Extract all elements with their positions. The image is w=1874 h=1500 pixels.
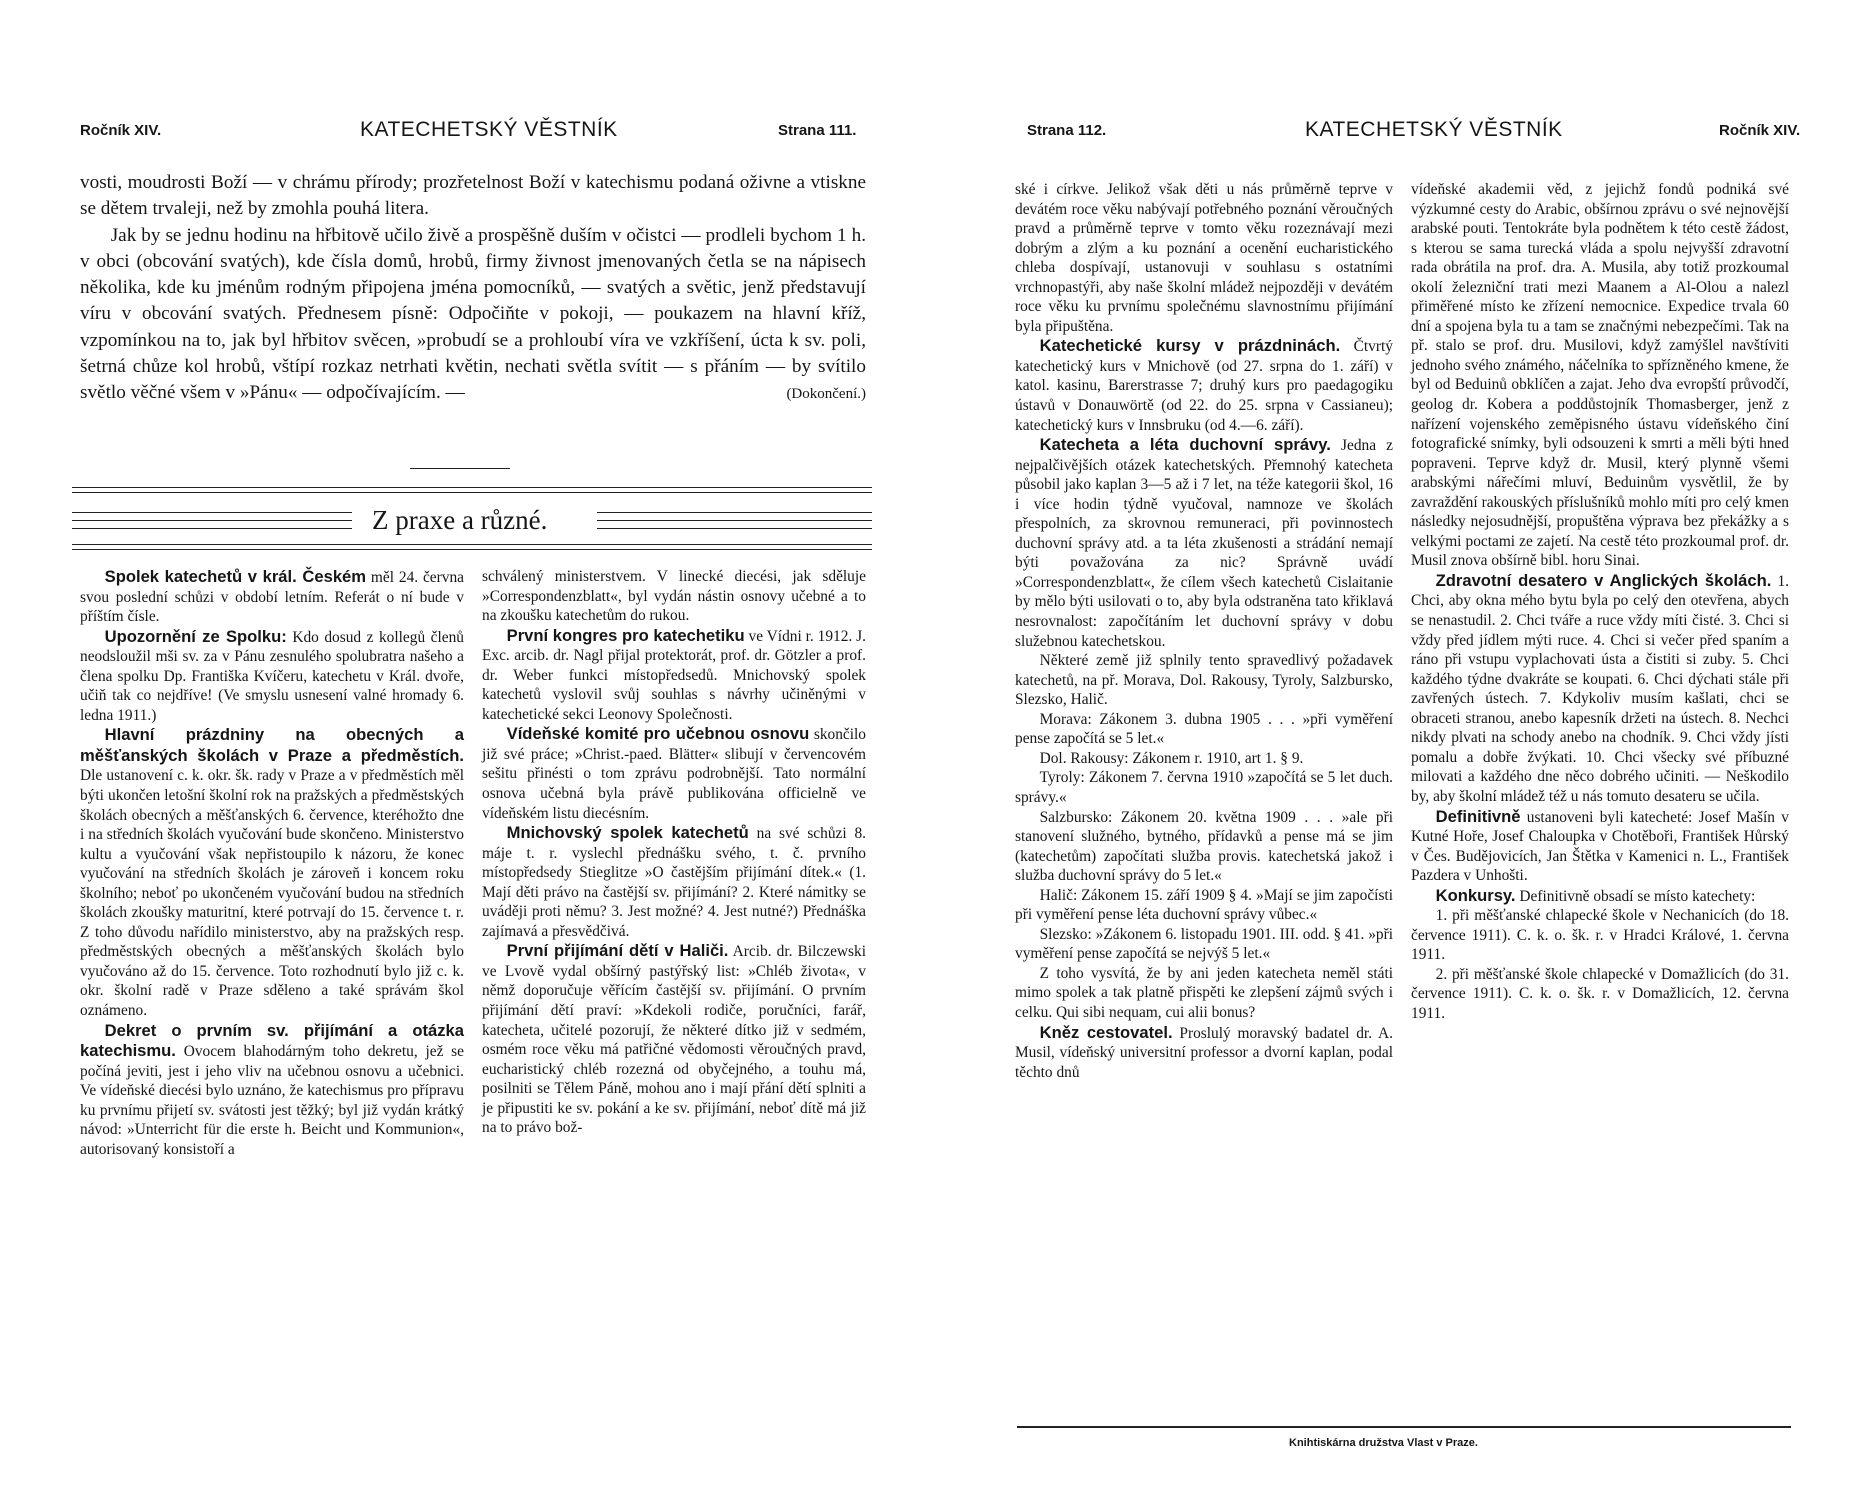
news-item: [1015, 925, 1393, 964]
item-text: Čtvrtý katechetický kurs v Mnichově (od 27. srpna do 1. září) v katol. kasinu, Barerstrasse 7; druhý kurs pro paedagogiku ústavů v Donauwörtě (od 22. do 25. srpna v Cassianeu); katechetický kurs v Innsbruku (od 4.—6. září).: [1015, 338, 1393, 434]
item-text: ve Vídni r. 1912. J. Exc. arcib. dr. Nagl přijal protektorát, prof. dr. Götzler a prof. dr. Weber funkci místopředsedů. Mnichovský spolek katechetů vyslovil svůj souhlas s návrhy učiněnými v katechetické sekci Leonovy Společnosti.: [482, 627, 866, 723]
printer-imprint: Knihtiskárna družstva Vlast v Praze.: [1289, 1437, 1478, 1449]
news-item: [1015, 886, 1393, 925]
footer-rule: [1017, 1426, 1791, 1428]
news-item: [1015, 651, 1393, 710]
news-item: [1015, 964, 1393, 1023]
item-heading: Spolek katechetů v král. Českém: [104, 567, 367, 586]
item-text: Jedna z nejpalčivějších otázek katechetských. Přemnohý katecheta působil jako kaplan 3—5 až i 7 let, na téže kategorii škol, 16 i více hodin týdně vyučoval, namnoze ve školách přespolních, za skrovnou remuneraci, při povinnostech duchovní správy atd. a ta léta zkušenosti a strádání nemají býti považována za nic? Správně uvádí »Correspondenzblatt«, že cílem všech katechetů Cislaitanie by mělo býti usilovati o to, aby byla odstraněna tato křiklavá nesrovnalost: započítáním let duchovní správy v dobu služebnou katechetskou.: [1015, 437, 1393, 650]
article-paragraph: Jak by se jednu hodinu na hřbitově učilo živě a prospěšně duším v očistci — prodleli bychom 1 h. v obci (obcování svatých), kde čísla domů, hrobů, firmy živnost jmenovaných četla se na nápisech několika, kde ku jménům rodným připojena jména pomocníků, — svatých a světic, jenž představují víru v obcování svatých. Přednesem písně: Odpočiňte v pokoji, — poukazem na hlavní kříž, vzpomínkou na to, jak byl hřbitov svěcen, »probudí se a prohloubí víra ve vzkříšení, úcta k sv. poli, šetrná chůze kol hrobů, vštípí rozkaz netrhati květin, nechati světla svítit — s přáním — by svítilo světlo věčné všem v »Pánu« — odpočívajícím. —: [80, 224, 866, 404]
page-header: [937, 118, 1874, 148]
volume-label: Ročník XIV.: [1719, 122, 1801, 139]
news-item: [80, 567, 464, 627]
news-item: [1015, 336, 1393, 435]
left-column: [80, 567, 464, 1159]
item-heading: Kněz cestovatel.: [1039, 1022, 1173, 1042]
item-text: Dol. Rakousy: Zákonem r. 1910, art 1. § 9.: [1039, 749, 1304, 767]
item-text: Dle ustanovení c. k. okr. šk. rady v Praze a v předměstích měl býti ukončen letošní školní rok na pražských a předměstských školách obecných a měšťanských 6. července, kteréhožto dne i na středních školách vyučování bude skončeno. Ministerstvo kultu a vyučování však nepřistoupilo k názoru, že konec vyučování na středních školách je zároveň i koncem roku školního; neboť po ukončeném vyučování budou na středních školách zkoušky maturitní, které potrvají do 15. července t. r. Z toho důvodu nařídilo ministerstvo, aby na pražských resp. předměstských obecných a měšťanských školách bylo vyučováno až do 15. července. Toto rozhodnutí bylo již c. k. okr. školní radě v Praze sděleno a také správám škol oznámeno.: [80, 767, 464, 1020]
page-number: Strana 111.: [778, 122, 857, 139]
news-item: [1015, 180, 1393, 336]
item-text: Halič: Zákonem 15. září 1909 § 4. »Mají se jim započísti při vyměření pense léta duchovní správy vůbec.«: [1015, 886, 1393, 924]
page-number: Strana 112.: [1027, 122, 1107, 139]
page-header: [0, 118, 937, 148]
item-heading: Konkursy.: [1435, 885, 1516, 905]
item-heading: První kongres pro katechetiku: [506, 625, 745, 645]
news-item: [482, 567, 866, 626]
news-item: [1015, 710, 1393, 749]
journal-title: KATECHETSKÝ VĚSTNÍK: [360, 118, 618, 141]
right-column: [1411, 180, 1789, 1024]
item-text: 2. při měšťanské škole chlapecké v Domažlicích (do 31. července 1911). C. k. o. šk. r. v Domažlicích, 12. června 1911.: [1411, 965, 1789, 1022]
item-text: Arcib. dr. Bilczewski ve Lvově vydal obšírný pastýřský list: »Chléb života«, v němž doporučuje věřícím častější sv. přijímání. O prvním přijímání dětí praví: »Kdekoli rodiče, poručníci, farář, katecheta, učitelé pozorují, že některé dítko již v sedmém, osmém roce věku má patřičné vědomosti věroučných pravd, eucharistický chléb rozezná od obyčejného, a touhu má, posilniti se Tělem Páně, mohou ano i mají přání dětí splniti a je připustiti ke sv. pokání a ke sv. přijímání, neboť dítě má již na to právo bož-: [482, 943, 866, 1137]
news-item: [80, 725, 464, 1020]
item-text: vídeňské akademii věd, z jejichž fondů podniká své výzkumné cesty do Arabic, obšírnou zprávu o své nejnovější arabské pouti. Tentokráte byla podnětem k této cestě žádost, s kterou se sama turecká vláda a spolu nejvyšší zdravotní rada obrátila na prof. dra. A. Musila, aby totiž prozkoumal okolí železniční trati mezi Maanem a Al-Olou a nalezl přiměřené místo ke zřízení nemocnice. Expedice trvala 60 dní a spojena byla tu a tam se značnými nebezpečími. Tak na př. stalo se prof. dru. Musilovi, když zamýšlel navštíviti jednoho svého známého, náčelníka to spřízněného kmene, že byl od Beduinů obklíčen a zajat. Jeho dva evropští průvodčí, geolog dr. Kobera a poddůstojník Thomasberger, jenž z nařízení vojenského zeměpisného ústavu vídeňského činí fotografické snímky, byli odsouzeni k smrti a měli býti hned popraveni. Teprve když dr. Musil, který plynně všemi arabskými nářečími mluví, Beduinům vysvětlil, že by zavraždění rakouských příslušníků mohlo míti pro celý kmen následky nejosudnější, propuštěna výprava bez překážky a s velkými poctami ze zajetí. Na cestě této prozkoumal prof. dr. Musil znova obšírně bibl. horu Sinai.: [1411, 181, 1789, 570]
news-item: [1015, 768, 1393, 807]
item-heading: Vídeňské komité pro učebnou osnovu: [506, 724, 810, 744]
item-text: Proslulý moravský badatel dr. A. Musil, vídeňský universitní professor a dvorní kaplan, podal těchto dnů: [1015, 1024, 1393, 1081]
news-item: [1015, 749, 1393, 769]
item-text: Salzbursko: Zákonem 20. května 1909 . . . »ale při stanovení služného, bytného, přídavků a pense má se jim (katechetům) započítati služba provis. katechetská jakož i služba duchovní správy do 5 let.«: [1015, 808, 1393, 885]
item-text: na své schůzi 8. máje t. r. vyslechl přednášku svého, t. č. prvního místopředsedy Stieglitze »O častějším přijímání dítek.« (1. Mají děti právo na častější sv. přijímání? 2. Které námitky se uváději proti němu? 3. Jest možné? 4. Jest nutné?) Přednáška zajímavá a přesvědčivá.: [482, 825, 866, 940]
section-title: Z praxe a různé.: [372, 505, 548, 535]
end-rule: [410, 468, 510, 469]
item-text: Morava: Zákonem 3. dubna 1905 . . . »při vyměření pense započítá se 5 let.«: [1015, 710, 1393, 748]
item-text: ustanoveni byli katecheté: Josef Mašín v Kutné Hoře, Josef Chaloupka v Chotěboři, František Hůrský v Čes. Budějovicích, Jan Štětka v Kamenici n. L., František Pazdera v Unhošti.: [1411, 808, 1789, 885]
intro-text: vosti, moudrosti Boží — v chrámu přírody; prozřetelnost Boží v katechismu podaná oživne a vtiskne se dětem trvaleji, než by zmohla pouhá litera.: [80, 172, 866, 220]
item-text: Některé země již splnily tento spravedlivý požadavek katechetů, na př. Morava, Dol. Rakousy, Tyroly, Salzbursko, Slezsko, Halič.: [1015, 652, 1393, 709]
item-text: schválený ministerstvem. V linecké diecési, jak sděluje »Correspondenzblatt«, byl vydán nástin osnovy učebné a to na zkoušku katechetům do rukou.: [482, 568, 866, 625]
news-item: [1411, 180, 1789, 571]
item-text: 1. při měšťanské chlapecké škole v Nechanicích (do 18. července 1911). C. k. o. šk. r. v Hradci Králové, 1. června 1911.: [1411, 907, 1789, 964]
item-heading: Definitivně: [1435, 806, 1521, 826]
right-page: [937, 0, 1874, 1500]
title-rule-right-3: [597, 528, 872, 529]
news-item: [482, 626, 866, 725]
news-item: [1411, 965, 1789, 1024]
news-item: [482, 823, 866, 941]
news-item: [482, 724, 866, 823]
end-note: (Dokončení.): [786, 385, 866, 402]
news-item: [1411, 571, 1789, 807]
title-rule-right-1: [597, 512, 872, 513]
item-heading: Upozornění ze Spolku:: [104, 626, 287, 646]
article-continuation: [80, 170, 866, 403]
item-heading: První přijímání dětí v Haliči.: [506, 941, 729, 961]
double-rule-top: [72, 487, 872, 493]
item-text: Tyroly: Zákonem 7. června 1910 »započítá se 5 let duch. správy.«: [1015, 769, 1393, 806]
news-item: [80, 627, 464, 726]
title-rule-right-2: [597, 520, 872, 521]
news-item: [1015, 1023, 1393, 1083]
item-text: Kdo dosud z kollegů členů neodsloužil mši sv. za v Pánu zesnulého spolubratra našeho a člena spolku Dp. Františka Kvíčeru, katechetu v Král. dvoře, učiň tak co nejdříve! (Ve smyslu usnesení valné hromady 6. ledna 1911.): [80, 628, 464, 724]
item-heading: Katechetické kursy v prázdninách.: [1039, 336, 1341, 356]
item-text: skončilo již své práce; »Christ.-paed. Blätter« slibují v červencovém sešitu přinésti o tom zprávu podrobnější. Tato normální osnova učebná byla právě publikována officielně ve vídeňském listu diecésním.: [482, 726, 866, 822]
item-text: Slezsko: »Zákonem 6. listopadu 1901. III. odd. § 41. »při vyměření pense započítá se nejvýš 5 let.«: [1015, 925, 1393, 963]
item-text: Definitivně obsadí se místo katechety:: [1519, 887, 1756, 905]
item-text: Z toho vysvítá, že by ani jeden katecheta neměl státi mimo spolek a tak platně přispěti ke zlepšení zájmů svých i celku. Qui sibi nequam, cui alii bonus?: [1015, 964, 1393, 1021]
double-rule-bottom: [72, 544, 872, 550]
item-text: ské i církve. Jelikož však děti u nás průměrně teprve v devátém roce věku nabývají potřebného poznání věroučných pravd a průměrně teprve v tomto věku rozeznávají mezi dobrým a zlým a ku poznání a ocenění eucharistického chleba dospívají, ustanovuji v souhlasu s ostatními vrchnopastýři, aby naše školní mládež nejpozději v devátém roce věku ku prvnímu společnému slavnostnímu přijímání byla připuštěna.: [1015, 181, 1393, 335]
news-item: [1411, 886, 1789, 907]
news-item: [1015, 808, 1393, 886]
news-item: [1015, 435, 1393, 651]
news-item: [80, 1021, 464, 1160]
item-text: měl 24. června svou poslední schůzi v období letním. Referát o ní bude v příštím čísle.: [80, 569, 464, 626]
title-rule-left-3: [72, 528, 352, 529]
news-item: [1411, 807, 1789, 886]
item-heading: Mnichovský spolek katechetů: [506, 823, 749, 843]
title-rule-left-1: [72, 512, 352, 513]
item-heading: Zdravotní desatero v Anglických školách.: [1435, 570, 1772, 590]
right-column: [482, 567, 866, 1138]
item-text: Ovocem blahodárným toho dekretu, jež se počíná jeviti, jest i jeho vliv na učebnou osnovu a učebnici. Ve vídeňské diecési bylo uznáno, že katechismus pro přípravu ku prvnímu přijetí sv. svátosti jest těžký; byl již vydán krátký návod: »Unterricht für die erste h. Beicht und Kommunion«, autorisovaný konsistoří a: [80, 1043, 465, 1158]
title-rule-left-2: [72, 520, 352, 521]
item-heading: Hlavní prázdniny na obecných a měšťanských školách v Praze a předměstích.: [80, 725, 464, 765]
news-item: [482, 941, 866, 1137]
journal-title: KATECHETSKÝ VĚSTNÍK: [1305, 118, 1563, 141]
item-heading: Dekret o prvním sv. přijímání a otázka katechismu.: [80, 1020, 464, 1061]
volume-label: Ročník XIV.: [80, 122, 162, 139]
news-item: [1411, 906, 1789, 965]
item-heading: Katecheta a léta duchovní správy.: [1039, 435, 1331, 455]
item-text: 1. Chci, aby okna mého bytu byla po celý den otevřena, abych se nenastudil. 2. Chci tváře a ruce vždy míti čisté. 3. Chci si vždy před jídlem mýti ruce. 4. Chci si večer před spaním a ráno při vstupu vyplachovati ústa a čistiti si zuby. 5. Chci každého týdne dvakráte se koupati. 6. Chci dýchati stále při zavřených ústech. 7. Kdykoliv musím kašlati, chci se obraceti stranou, anebo kapesník držeti na ústech. 8. Nechci nikdy plvati na schody anebo na chodník. 9. Chci vždy jísti pomalu a dobře žvýkati. 10. Chci všecky své příbuzné milovati a každého dne něco dobrého učiniti. — Neškodilo by, aby školní mládež též u nás tomuto desateru se učila.: [1411, 572, 1789, 805]
left-column: [1015, 180, 1393, 1082]
